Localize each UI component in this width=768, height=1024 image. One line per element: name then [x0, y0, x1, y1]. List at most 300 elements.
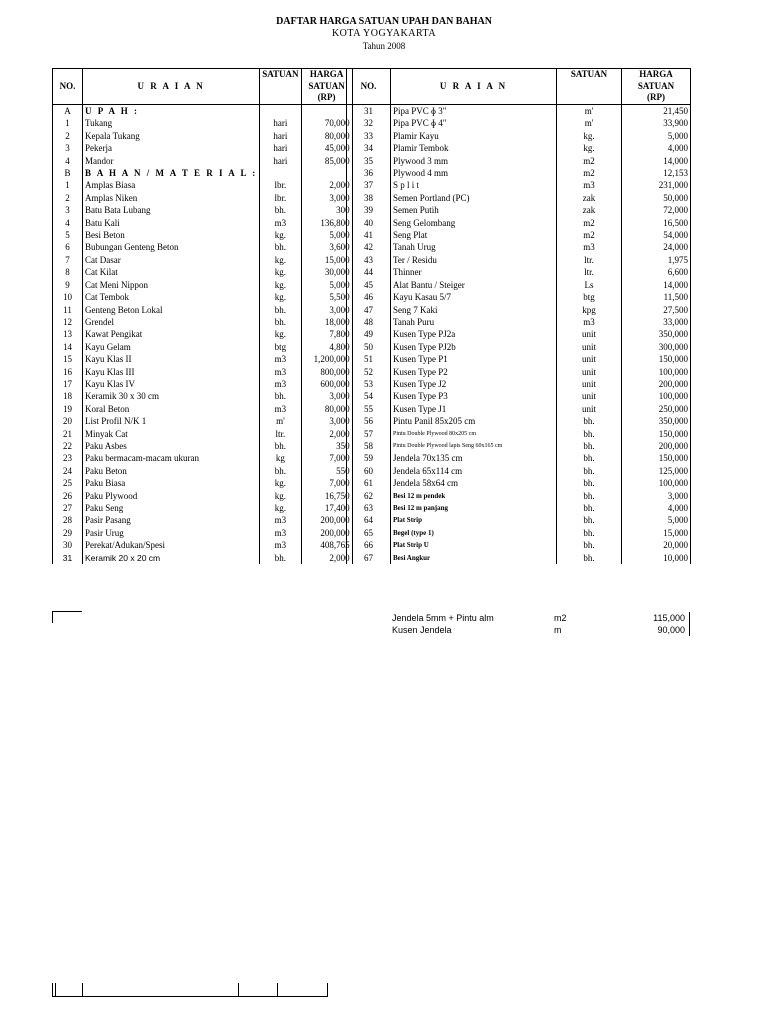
col-header-satuan: SATUAN [557, 69, 622, 105]
table-row [347, 452, 691, 464]
table-row [53, 266, 353, 278]
row-satuan: unit [557, 366, 622, 378]
table-row [53, 465, 353, 477]
row-no: 50 [347, 341, 391, 353]
extra-row-uraian: Kusen Jendela [392, 625, 452, 635]
row-no: 15 [53, 353, 83, 365]
row-no: 45 [347, 279, 391, 291]
row-no: 63 [347, 502, 391, 514]
row-no: 20 [53, 415, 83, 427]
row-harga: 80,000 [301, 130, 352, 142]
table-row [347, 390, 691, 402]
row-uraian: Kusen Type J2 [391, 378, 557, 390]
row-harga: 14,000 [622, 279, 691, 291]
row-harga: 54,000 [622, 229, 691, 241]
row-no: 11 [53, 304, 83, 316]
row-no: 39 [347, 204, 391, 216]
row-uraian: Cat Meni Nippon [83, 279, 260, 291]
extra-row-uraian: Jendela 5mm + Pintu alm [392, 613, 494, 623]
row-satuan: m3 [557, 179, 622, 191]
row-uraian: Tanah Puru [391, 316, 557, 328]
row-satuan: bh. [557, 490, 622, 502]
row-satuan: m3 [557, 241, 622, 253]
row-satuan: btg [557, 291, 622, 303]
price-table-right-body [347, 105, 691, 565]
row-harga: 80,000 [301, 403, 352, 415]
table-row [53, 514, 353, 526]
row-harga: 3,000 [301, 192, 352, 204]
table-row [347, 502, 691, 514]
row-no: 56 [347, 415, 391, 427]
row-no: 3 [53, 204, 83, 216]
row-uraian: Kayu Klas II [83, 353, 260, 365]
row-uraian: Kepala Tukang [83, 130, 260, 142]
row-satuan: btg [260, 341, 301, 353]
row-uraian: U P A H : [83, 105, 260, 118]
table-row [53, 415, 353, 427]
bottom-row-border [327, 983, 328, 997]
row-uraian: Pipa PVC ɸ 4" [391, 117, 557, 129]
table-row [347, 142, 691, 154]
table-row [53, 105, 353, 118]
col-header-harga-line1: HARGA [639, 69, 673, 80]
row-harga: 600,000 [301, 378, 352, 390]
table-row [347, 192, 691, 204]
row-no: 22 [53, 440, 83, 452]
row-uraian: Paku Biasa [83, 477, 260, 489]
row-uraian: Batu Bata Lubang [83, 204, 260, 216]
row-satuan: kg. [260, 477, 301, 489]
row-satuan: bh. [557, 552, 622, 564]
row-harga: 12,153 [622, 167, 691, 179]
row-harga: 200,000 [622, 378, 691, 390]
row-harga: 1,975 [622, 254, 691, 266]
price-table-left-body [53, 105, 353, 565]
row-satuan: unit [557, 390, 622, 402]
row-harga: 300,000 [622, 341, 691, 353]
row-satuan: bh. [260, 390, 301, 402]
row-no: 66 [347, 539, 391, 551]
row-harga: 150,000 [622, 353, 691, 365]
row-harga: 4,000 [622, 142, 691, 154]
row-uraian: Semen Putih [391, 204, 557, 216]
row-uraian: Amplas Niken [83, 192, 260, 204]
table-row [347, 105, 691, 118]
row-uraian: Plywood 3 mm [391, 155, 557, 167]
row-satuan: kg. [260, 254, 301, 266]
row-harga: 21,450 [622, 105, 691, 118]
row-satuan: kg. [260, 266, 301, 278]
row-uraian: Pintu Double Plywood lapis Seng 60x165 cm [391, 440, 557, 452]
row-uraian: List Profil N/K 1 [83, 415, 260, 427]
col-header-harga-line2: SATUAN [637, 80, 675, 91]
row-no: 6 [53, 241, 83, 253]
row-uraian: Ter / Residu [391, 254, 557, 266]
row-uraian: Besi 12 m pendek [391, 490, 557, 502]
row-satuan: m3 [260, 514, 301, 526]
row-no: A [53, 105, 83, 118]
row-harga: 5,000 [301, 279, 352, 291]
row-no: 54 [347, 390, 391, 402]
row-uraian: Jendela 58x64 cm [391, 477, 557, 489]
row-harga: 85,000 [301, 155, 352, 167]
row-no: 60 [347, 465, 391, 477]
row-satuan: m3 [260, 353, 301, 365]
row-harga: 150,000 [622, 428, 691, 440]
row-no: 7 [53, 254, 83, 266]
row-harga: 6,600 [622, 266, 691, 278]
table-row [347, 440, 691, 452]
row-no: 58 [347, 440, 391, 452]
col-header-harga-line2: SATUAN [308, 80, 345, 91]
row-uraian: Jendela 70x135 cm [391, 452, 557, 464]
row-satuan: bh. [557, 440, 622, 452]
row-harga [301, 167, 352, 179]
row-uraian: Kayu Klas III [83, 366, 260, 378]
row-uraian: Seng Gelombang [391, 217, 557, 229]
table-row [347, 279, 691, 291]
table-row [53, 130, 353, 142]
row-satuan: kg. [260, 291, 301, 303]
row-satuan: kg. [557, 142, 622, 154]
table-row [347, 366, 691, 378]
row-uraian: Grendel [83, 316, 260, 328]
row-satuan: hari [260, 117, 301, 129]
table-row [53, 291, 353, 303]
row-uraian: Begel (type 1) [391, 527, 557, 539]
table-row [347, 167, 691, 179]
row-harga: 350,000 [622, 328, 691, 340]
row-harga: 408,765 [301, 539, 352, 551]
row-satuan: bh. [260, 316, 301, 328]
table-row [53, 204, 353, 216]
table-row [53, 328, 353, 340]
row-satuan: ltr. [260, 428, 301, 440]
row-harga: 7,000 [301, 452, 352, 464]
document-title: DAFTAR HARGA SATUAN UPAH DAN BAHAN [276, 16, 492, 27]
table-row [347, 130, 691, 142]
row-satuan: zak [557, 204, 622, 216]
row-no: 13 [53, 328, 83, 340]
table-row [53, 341, 353, 353]
row-harga: 24,000 [622, 241, 691, 253]
row-harga: 45,000 [301, 142, 352, 154]
table-row [53, 452, 353, 464]
table-row [347, 229, 691, 241]
row-harga: 5,000 [301, 229, 352, 241]
table-row [347, 266, 691, 278]
row-no: 16 [53, 366, 83, 378]
row-uraian: Keramik 20 x 20 cm [83, 552, 260, 564]
table-row [347, 465, 691, 477]
row-no: 24 [53, 465, 83, 477]
col-header-uraian: U R A I A N [391, 69, 557, 105]
row-satuan: kg. [260, 502, 301, 514]
row-no: 8 [53, 266, 83, 278]
row-uraian: Plamir Kayu [391, 130, 557, 142]
row-no: 46 [347, 291, 391, 303]
row-satuan: unit [557, 378, 622, 390]
table-row [347, 241, 691, 253]
row-harga: 350,000 [622, 415, 691, 427]
row-harga: 20,000 [622, 539, 691, 551]
row-no: 30 [53, 539, 83, 551]
table-row [53, 229, 353, 241]
row-harga: 5,000 [622, 514, 691, 526]
row-no: 32 [347, 117, 391, 129]
row-harga: 5,500 [301, 291, 352, 303]
row-no: 2 [53, 130, 83, 142]
row-harga: 800,000 [301, 366, 352, 378]
row-no: 67 [347, 552, 391, 564]
extra-row [392, 612, 690, 624]
table-row [53, 378, 353, 390]
row-uraian: Pasir Pasang [83, 514, 260, 526]
row-no: 47 [347, 304, 391, 316]
row-no: 1 [53, 117, 83, 129]
table-row [347, 341, 691, 353]
table-row [53, 155, 353, 167]
table-row [53, 366, 353, 378]
row-satuan [260, 105, 301, 118]
row-satuan: m3 [260, 403, 301, 415]
col-header-harga-line3: (RP) [317, 92, 336, 103]
row-uraian: Perekat/Adukan/Spesi [83, 539, 260, 551]
row-uraian: Paku Asbes [83, 440, 260, 452]
row-harga: 100,000 [622, 477, 691, 489]
row-satuan: bh. [260, 241, 301, 253]
table-row [347, 328, 691, 340]
row-satuan: m3 [260, 527, 301, 539]
row-uraian: Plat Strip U [391, 539, 557, 551]
row-no: 48 [347, 316, 391, 328]
table-row [53, 192, 353, 204]
extra-row-harga: 115,000 [653, 613, 685, 623]
row-no: 53 [347, 378, 391, 390]
row-satuan: m' [557, 117, 622, 129]
bottom-row-border [52, 996, 328, 997]
row-uraian: Genteng Beton Lokal [83, 304, 260, 316]
row-uraian: Kawat Pengikat [83, 328, 260, 340]
row-uraian: Kusen Type P3 [391, 390, 557, 402]
row-harga: 5,000 [622, 130, 691, 142]
row-no: 42 [347, 241, 391, 253]
row-uraian: Besi 12 m panjang [391, 502, 557, 514]
row-uraian: Kusen Type P2 [391, 366, 557, 378]
table-row [347, 527, 691, 539]
table-row [53, 440, 353, 452]
table-row [53, 241, 353, 253]
table-row [347, 204, 691, 216]
row-uraian: Seng Plat [391, 229, 557, 241]
row-harga: 30,000 [301, 266, 352, 278]
row-uraian: Koral Beton [83, 403, 260, 415]
row-uraian: Besi Beton [83, 229, 260, 241]
extra-row-satuan: m2 [554, 613, 567, 623]
row-satuan: m3 [260, 366, 301, 378]
row-harga: 200,000 [622, 440, 691, 452]
row-no: 35 [347, 155, 391, 167]
row-no: B [53, 167, 83, 179]
row-harga: 2,000 [301, 428, 352, 440]
row-no: 17 [53, 378, 83, 390]
row-no: 52 [347, 366, 391, 378]
row-no: 37 [347, 179, 391, 191]
table-row [53, 304, 353, 316]
row-no: 43 [347, 254, 391, 266]
row-no: 27 [53, 502, 83, 514]
extra-row-border [689, 612, 690, 636]
row-no: 23 [53, 452, 83, 464]
table-row [53, 490, 353, 502]
row-uraian: Pintu Double Plywood 80x205 cm [391, 428, 557, 440]
table-row [53, 477, 353, 489]
table-row [53, 316, 353, 328]
row-uraian: B A H A N / M A T E R I A L : [83, 167, 260, 179]
document-city: KOTA YOGYAKARTA [331, 28, 437, 39]
extra-row-satuan: m [554, 625, 562, 635]
row-harga: 550 [301, 465, 352, 477]
table-row [53, 279, 353, 291]
row-no: 44 [347, 266, 391, 278]
bottom-row-border [82, 983, 83, 997]
row-satuan: bh. [557, 452, 622, 464]
row-no: 40 [347, 217, 391, 229]
row-uraian: Kayu Klas IV [83, 378, 260, 390]
table-row [53, 552, 353, 564]
row-uraian: Kusen Type J1 [391, 403, 557, 415]
row-satuan: m' [557, 105, 622, 118]
col-header-no: NO. [53, 69, 83, 105]
row-harga: 2,000 [301, 552, 352, 564]
row-uraian: Semen Portland (PC) [391, 192, 557, 204]
price-table-right [346, 68, 691, 564]
row-harga: 11,500 [622, 291, 691, 303]
row-harga: 100,000 [622, 366, 691, 378]
table-row [347, 353, 691, 365]
row-no: 1 [53, 179, 83, 191]
row-satuan: bh. [557, 465, 622, 477]
row-uraian: Kusen Type PJ2a [391, 328, 557, 340]
price-table-left [52, 68, 353, 564]
row-uraian: Pintu Panil 85x205 cm [391, 415, 557, 427]
row-uraian: Alat Bantu / Steiger [391, 279, 557, 291]
table-row [53, 179, 353, 191]
row-uraian: Thinner [391, 266, 557, 278]
col-header-no: NO. [347, 69, 391, 105]
col-header-harga [622, 69, 691, 105]
table-row [53, 390, 353, 402]
row-uraian: Pekerja [83, 142, 260, 154]
row-satuan: hari [260, 130, 301, 142]
row-uraian: Tanah Urug [391, 241, 557, 253]
row-harga: 72,000 [622, 204, 691, 216]
row-uraian: Keramik 30 x 30 cm [83, 390, 260, 402]
row-no: 19 [53, 403, 83, 415]
row-satuan: m2 [557, 155, 622, 167]
row-harga: 3,000 [301, 415, 352, 427]
row-satuan: m3 [260, 217, 301, 229]
row-no: 29 [53, 527, 83, 539]
row-harga: 3,000 [622, 490, 691, 502]
row-uraian: Tukang [83, 117, 260, 129]
row-satuan: bh. [557, 477, 622, 489]
row-no: 4 [53, 217, 83, 229]
row-harga: 14,000 [622, 155, 691, 167]
row-no: 61 [347, 477, 391, 489]
row-uraian: Plat Strip [391, 514, 557, 526]
row-uraian: Cat Tembok [83, 291, 260, 303]
col-header-satuan: SATUAN [260, 69, 301, 105]
table-row [347, 403, 691, 415]
table-row [347, 552, 691, 564]
row-no: 57 [347, 428, 391, 440]
row-satuan: unit [557, 353, 622, 365]
row-uraian: Pasir Urug [83, 527, 260, 539]
row-satuan: bh. [557, 514, 622, 526]
row-harga: 7,800 [301, 328, 352, 340]
stray-cell-border [52, 611, 82, 612]
row-satuan: zak [557, 192, 622, 204]
row-no: 64 [347, 514, 391, 526]
table-row [53, 142, 353, 154]
bottom-row-border [238, 983, 239, 997]
row-harga: 3,000 [301, 390, 352, 402]
table-row [53, 167, 353, 179]
col-header-harga-line3: (RP) [647, 92, 665, 103]
row-harga: 27,500 [622, 304, 691, 316]
col-header-uraian: U R A I A N [83, 69, 260, 105]
row-satuan: m2 [557, 229, 622, 241]
table-row [347, 316, 691, 328]
row-no: 55 [347, 403, 391, 415]
row-satuan: unit [557, 403, 622, 415]
row-satuan: hari [260, 142, 301, 154]
row-satuan: kg. [260, 328, 301, 340]
row-no: 14 [53, 341, 83, 353]
row-no: 9 [53, 279, 83, 291]
table-row [53, 539, 353, 551]
table-row [347, 117, 691, 129]
row-harga: 125,000 [622, 465, 691, 477]
row-harga: 70,000 [301, 117, 352, 129]
row-satuan: bh. [557, 539, 622, 551]
row-uraian: Cat Kilat [83, 266, 260, 278]
bottom-row-border [277, 983, 278, 997]
row-harga: 136,800 [301, 217, 352, 229]
row-no: 65 [347, 527, 391, 539]
row-uraian: Pipa PVC ɸ 3" [391, 105, 557, 118]
table-row [347, 217, 691, 229]
row-no: 2 [53, 192, 83, 204]
row-no: 12 [53, 316, 83, 328]
row-satuan [260, 167, 301, 179]
row-harga: 16,750 [301, 490, 352, 502]
row-satuan: unit [557, 341, 622, 353]
table-row [53, 403, 353, 415]
row-harga: 17,400 [301, 502, 352, 514]
row-harga: 18,000 [301, 316, 352, 328]
table-row [347, 155, 691, 167]
row-uraian: S p l i t [391, 179, 557, 191]
row-satuan: bh. [260, 552, 301, 564]
table-row [347, 291, 691, 303]
row-uraian: Kusen Type PJ2b [391, 341, 557, 353]
col-header-harga-line1: HARGA [309, 69, 344, 80]
row-satuan: bh. [557, 527, 622, 539]
row-satuan: bh. [557, 428, 622, 440]
row-uraian: Batu Kali [83, 217, 260, 229]
